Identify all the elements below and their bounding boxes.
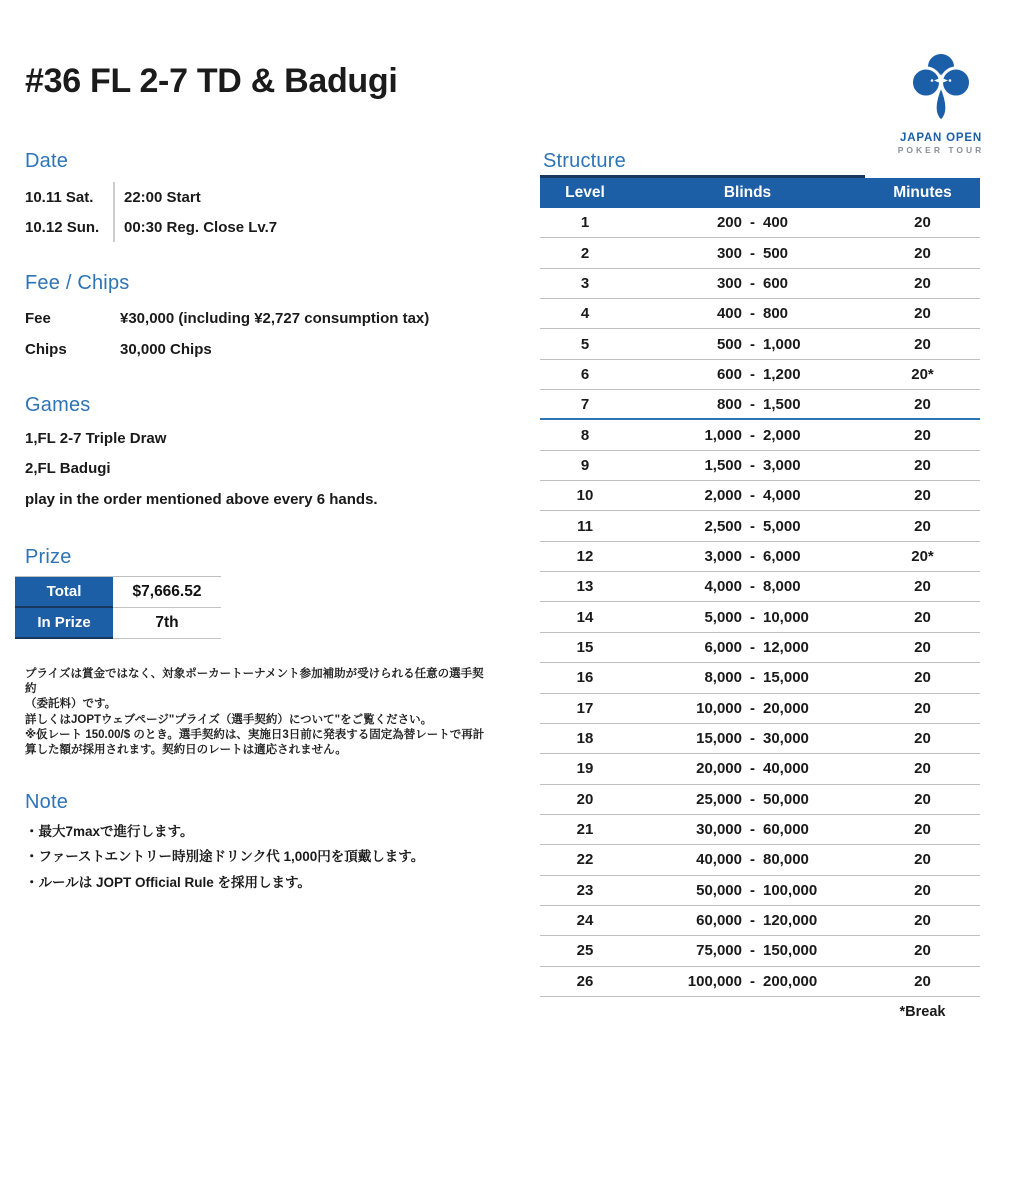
blinds-separator: - — [750, 851, 755, 869]
small-blind-cell: 60,000 — [696, 912, 742, 930]
big-blind-cell: 40,000 — [763, 760, 809, 778]
level-cell: 13 — [576, 578, 594, 596]
level-cell: 3 — [580, 274, 590, 292]
big-blind-cell: 50,000 — [763, 790, 809, 808]
level-cell: 2 — [580, 244, 590, 262]
date-label: 10.11 Sat. — [25, 188, 94, 206]
blinds-separator: - — [750, 517, 755, 535]
level-cell: 1 — [580, 214, 590, 232]
prize-disclaimer-line: 算した額が採用されます。契約日のレートは適応されません。 — [25, 744, 347, 757]
minutes-cell: 20 — [914, 638, 931, 656]
minutes-cell: 20 — [914, 760, 931, 778]
table-row — [540, 876, 980, 906]
big-blind-cell: 15,000 — [763, 669, 809, 687]
column-header-blinds: Blinds — [723, 184, 772, 201]
prize-label: Total — [15, 577, 113, 608]
table-row — [540, 390, 980, 420]
small-blind-cell: 40,000 — [696, 851, 742, 869]
small-blind-cell: 25,000 — [696, 790, 742, 808]
blinds-separator: - — [750, 608, 755, 626]
small-blind-cell: 2,500 — [704, 517, 742, 535]
small-blind-cell: 5,000 — [704, 608, 742, 626]
minutes-cell: 20 — [914, 699, 931, 717]
level-cell: 25 — [576, 942, 594, 960]
minutes-cell: 20 — [914, 244, 931, 262]
big-blind-cell: 1,000 — [763, 335, 801, 353]
small-blind-cell: 600 — [716, 365, 742, 383]
small-blind-cell: 4,000 — [704, 578, 742, 596]
date-row — [25, 212, 495, 242]
note-list — [25, 819, 495, 895]
table-row — [540, 936, 980, 966]
prize-label: In Prize — [15, 608, 113, 639]
prize-disclaimer-line: ※仮レート 150.00/$ のとき。選手契約は、実施日3日前に発表する固定為替レートで再計 — [25, 728, 485, 741]
blinds-separator: - — [750, 456, 755, 474]
games-item: 2,FL Badugi — [25, 460, 111, 478]
small-blind-cell: 500 — [716, 335, 742, 353]
structure-table — [540, 178, 980, 997]
prize-value: 7th — [113, 608, 221, 639]
table-row — [540, 815, 980, 845]
big-blind-cell: 1,200 — [763, 365, 801, 383]
prize-disclaimer-line: （委託料）です。 — [25, 698, 117, 711]
minutes-cell: 20 — [914, 730, 931, 748]
blinds-separator: - — [750, 942, 755, 960]
blinds-separator: - — [750, 487, 755, 505]
games-item: play in the order mentioned above every 6 hands. — [25, 490, 378, 508]
table-row — [540, 360, 980, 390]
big-blind-cell: 30,000 — [763, 730, 809, 748]
logo-text-japan-open: JAPAN OPEN — [900, 132, 982, 144]
big-blind-cell: 20,000 — [763, 699, 809, 717]
fee-chips-rows — [25, 303, 495, 365]
big-blind-cell: 120,000 — [763, 912, 818, 930]
level-cell: 6 — [580, 365, 590, 383]
blinds-separator: - — [750, 730, 755, 748]
minutes-cell: 20 — [914, 274, 931, 292]
minutes-cell: 20 — [914, 578, 931, 596]
games-list — [25, 423, 495, 515]
minutes-cell: 20 — [914, 214, 931, 232]
column-header-level: Level — [565, 184, 605, 201]
big-blind-cell: 4,000 — [763, 487, 801, 505]
small-blind-cell: 6,000 — [704, 638, 742, 656]
minutes-cell: 20 — [914, 335, 931, 353]
fee-chips-value: 30,000 Chips — [120, 341, 212, 358]
table-row — [540, 694, 980, 724]
minutes-cell: 20 — [914, 608, 931, 626]
logo-text-poker-tour: POKER TOUR — [897, 145, 985, 155]
small-blind-cell: 3,000 — [704, 547, 742, 565]
big-blind-cell: 12,000 — [763, 638, 809, 656]
blinds-separator: - — [750, 426, 755, 444]
minutes-cell: 20 — [914, 517, 931, 535]
blinds-separator: - — [750, 669, 755, 687]
level-cell: 4 — [580, 305, 590, 323]
blinds-separator: - — [750, 547, 755, 565]
level-cell: 7 — [580, 395, 590, 413]
big-blind-cell: 150,000 — [763, 942, 818, 960]
structure-heading: Structure — [543, 150, 626, 172]
fee-chips-row — [25, 303, 495, 334]
small-blind-cell: 300 — [716, 274, 742, 292]
level-cell: 22 — [576, 851, 594, 869]
page-title: #36 FL 2-7 TD & Badugi — [25, 62, 398, 100]
level-cell: 26 — [576, 972, 594, 990]
blinds-separator: - — [750, 881, 755, 899]
blinds-separator: - — [750, 578, 755, 596]
small-blind-cell: 20,000 — [696, 760, 742, 778]
minutes-cell: 20 — [914, 912, 931, 930]
level-cell: 16 — [576, 669, 594, 687]
small-blind-cell: 30,000 — [696, 821, 742, 839]
small-blind-cell: 800 — [716, 395, 742, 413]
small-blind-cell: 300 — [716, 244, 742, 262]
table-row — [540, 511, 980, 541]
level-cell: 8 — [580, 426, 590, 444]
table-row — [540, 208, 980, 238]
big-blind-cell: 60,000 — [763, 821, 809, 839]
note-item: ・最大7maxで進行します。 — [25, 824, 194, 839]
level-cell: 21 — [576, 821, 594, 839]
table-row — [540, 754, 980, 784]
small-blind-cell: 15,000 — [696, 730, 742, 748]
blinds-separator: - — [750, 638, 755, 656]
blinds-separator: - — [750, 972, 755, 990]
table-row — [540, 481, 980, 511]
minutes-cell: 20 — [914, 881, 931, 899]
blinds-separator: - — [750, 274, 755, 292]
table-row — [540, 238, 980, 268]
table-row — [540, 906, 980, 936]
prize-heading: Prize — [25, 546, 72, 568]
table-row — [540, 329, 980, 359]
date-value: 22:00 Start — [113, 182, 201, 212]
structure-table-header — [540, 178, 980, 208]
table-row — [540, 602, 980, 632]
minutes-cell: 20 — [914, 821, 931, 839]
structure-table-body — [540, 208, 980, 997]
level-cell: 23 — [576, 881, 594, 899]
blinds-separator: - — [750, 790, 755, 808]
big-blind-cell: 100,000 — [763, 881, 818, 899]
table-row — [540, 633, 980, 663]
level-cell: 20 — [576, 790, 594, 808]
small-blind-cell: 400 — [716, 305, 742, 323]
big-blind-cell: 1,500 — [763, 395, 801, 413]
table-row — [540, 269, 980, 299]
prize-row — [15, 608, 221, 639]
small-blind-cell: 200 — [716, 214, 742, 232]
blinds-separator: - — [750, 699, 755, 717]
blinds-separator: - — [750, 760, 755, 778]
table-row — [540, 845, 980, 875]
level-cell: 9 — [580, 456, 590, 474]
blinds-separator: - — [750, 395, 755, 413]
fee-chips-value: ¥30,000 (including ¥2,727 consumption tax) — [120, 310, 430, 327]
big-blind-cell: 5,000 — [763, 517, 801, 535]
big-blind-cell: 200,000 — [763, 972, 818, 990]
small-blind-cell: 50,000 — [696, 881, 742, 899]
level-cell: 15 — [576, 638, 594, 656]
level-cell: 10 — [576, 487, 594, 505]
level-cell: 19 — [576, 760, 594, 778]
table-row — [540, 663, 980, 693]
big-blind-cell: 800 — [763, 305, 789, 323]
date-rows — [25, 182, 495, 242]
small-blind-cell: 8,000 — [704, 669, 742, 687]
level-cell: 17 — [576, 699, 594, 717]
minutes-cell: 20 — [914, 851, 931, 869]
blinds-separator: - — [750, 214, 755, 232]
small-blind-cell: 2,000 — [704, 487, 742, 505]
minutes-cell: 20* — [911, 547, 934, 565]
date-heading: Date — [25, 150, 69, 172]
minutes-cell: 20 — [914, 487, 931, 505]
prize-table — [15, 576, 221, 639]
blinds-separator: - — [750, 912, 755, 930]
level-cell: 24 — [576, 912, 594, 930]
fee-chips-row — [25, 334, 495, 365]
column-header-minutes: Minutes — [893, 184, 952, 201]
big-blind-cell: 2,000 — [763, 426, 801, 444]
small-blind-cell: 10,000 — [696, 699, 742, 717]
fee-chips-label: Fee — [25, 310, 51, 327]
note-item: ・ファーストエントリー時別途ドリンク代 1,000円を頂戴します。 — [25, 849, 425, 865]
level-cell: 12 — [576, 547, 594, 565]
small-blind-cell: 1,500 — [704, 456, 742, 474]
jopt-logo — [891, 50, 991, 155]
table-row — [540, 967, 980, 997]
break-note: *Break — [899, 1004, 946, 1020]
date-row — [25, 182, 495, 212]
blinds-separator: - — [750, 244, 755, 262]
small-blind-cell: 100,000 — [687, 972, 742, 990]
small-blind-cell: 1,000 — [704, 426, 742, 444]
big-blind-cell: 400 — [763, 214, 789, 232]
big-blind-cell: 8,000 — [763, 578, 801, 596]
minutes-cell: 20 — [914, 669, 931, 687]
big-blind-cell: 500 — [763, 244, 789, 262]
blinds-separator: - — [750, 821, 755, 839]
small-blind-cell: 75,000 — [696, 942, 742, 960]
blinds-separator: - — [750, 365, 755, 383]
big-blind-cell: 600 — [763, 274, 789, 292]
level-cell: 11 — [577, 517, 593, 535]
minutes-cell: 20 — [914, 426, 931, 444]
table-row — [540, 572, 980, 602]
minutes-cell: 20 — [914, 790, 931, 808]
level-cell: 18 — [576, 730, 594, 748]
blinds-separator: - — [750, 335, 755, 353]
blinds-separator: - — [750, 305, 755, 323]
table-top-border — [540, 175, 865, 178]
prize-disclaimer — [25, 667, 490, 758]
table-row — [540, 542, 980, 572]
big-blind-cell: 6,000 — [763, 547, 801, 565]
games-heading: Games — [25, 394, 91, 416]
table-row — [540, 785, 980, 815]
minutes-cell: 20 — [914, 305, 931, 323]
minutes-cell: 20 — [914, 456, 931, 474]
minutes-cell: 20* — [911, 365, 934, 383]
minutes-cell: 20 — [914, 972, 931, 990]
date-label: 10.12 Sun. — [25, 218, 100, 236]
prize-disclaimer-line: 詳しくはJOPTウェブページ"プライズ（選手契約）について"をご覧ください。 — [25, 713, 433, 726]
big-blind-cell: 80,000 — [763, 851, 809, 869]
level-cell: 14 — [576, 608, 594, 626]
minutes-cell: 20 — [914, 942, 931, 960]
table-row — [540, 299, 980, 329]
table-row — [540, 724, 980, 754]
note-heading: Note — [25, 791, 69, 813]
fee-chips-heading: Fee / Chips — [25, 272, 130, 294]
table-row — [540, 451, 980, 481]
level-cell: 5 — [580, 335, 590, 353]
minutes-cell: 20 — [914, 395, 931, 413]
games-item: 1,FL 2-7 Triple Draw — [25, 429, 167, 447]
note-item: ・ルールは JOPT Official Rule を採用します。 — [25, 874, 311, 890]
fee-chips-label: Chips — [25, 341, 67, 358]
prize-row — [15, 577, 221, 608]
prize-disclaimer-line: プライズは賞金ではなく、対象ポーカートーナメント参加補助が受けられる任意の選手契約 — [25, 668, 484, 696]
prize-value: $7,666.52 — [113, 577, 221, 608]
club-icon — [891, 50, 991, 128]
date-value: 00:30 Reg. Close Lv.7 — [113, 212, 277, 242]
big-blind-cell: 10,000 — [763, 608, 809, 626]
big-blind-cell: 3,000 — [763, 456, 801, 474]
table-row — [540, 420, 980, 450]
